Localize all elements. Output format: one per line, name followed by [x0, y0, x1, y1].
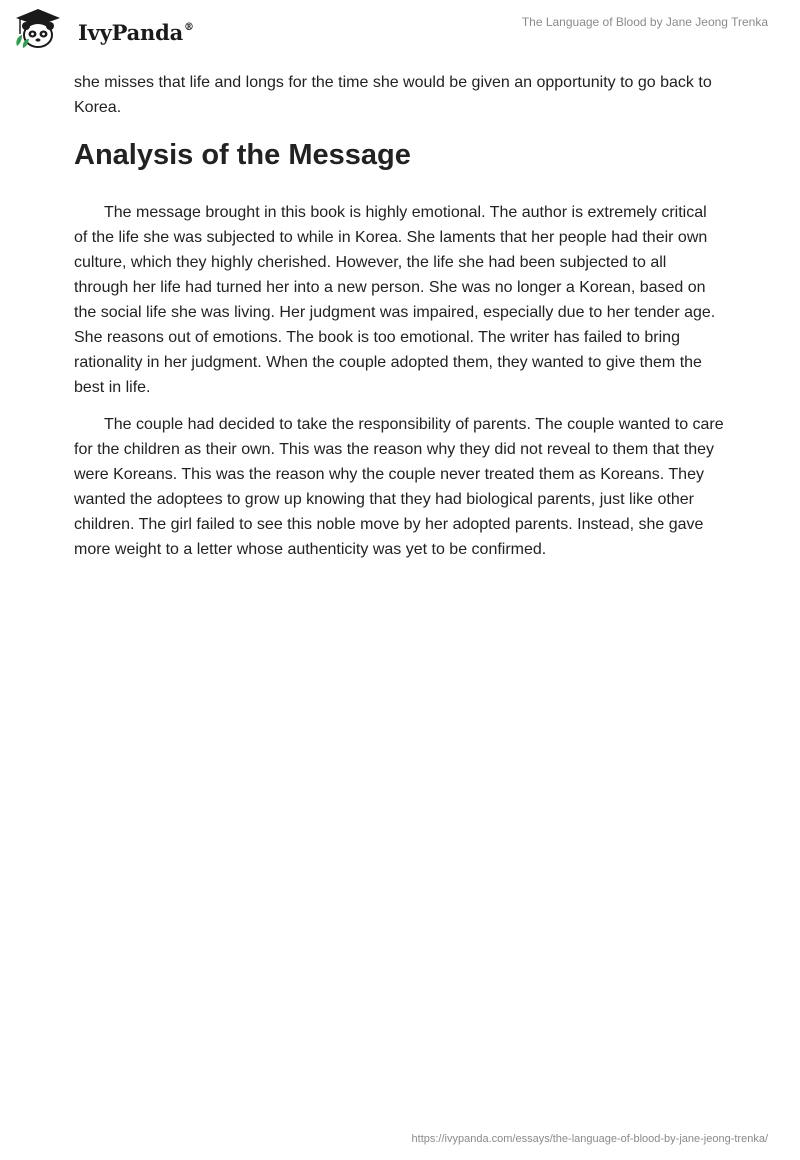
ivypanda-logo-icon[interactable]: [14, 8, 62, 50]
brand-name[interactable]: [78, 20, 194, 45]
section-heading: Analysis of the Message: [74, 139, 411, 171]
continuation-paragraph: she misses that life and longs for the time she would be given an opportunity to go back to Korea.: [74, 74, 712, 116]
body-paragraph-1: The message brought in this book is highly emotional. The author is extremely critical of the life she was subjected to while in Korea. She laments that her people had their own culture, which they highly cherished. However, the life she had been subjected to all through her life had turned her into a new person. She was no longer a Korean, based on the social life she was living. Her judgment was impaired, especially due to her tender age. She reasons out of emotions. The book is too emotional. The writer has failed to bring rationality in her judgment. When the couple adopted them, they wanted to give them the best in life.: [74, 204, 716, 396]
registered-mark: ®: [184, 22, 194, 33]
body-paragraph-2: The couple had decided to take the responsibility of parents. The couple wanted to care for the children as their own. This was the reason why they did not reveal to them that they were Koreans. This was the reason why the couple never treated them as Koreans. They wanted the adoptees to grow up knowing that they had biological parents, just like other children. The girl failed to see this noble move by her adopted parents. Instead, she gave more weight to a letter whose authenticity was yet to be confirmed.: [74, 416, 724, 558]
page-header: [0, 0, 800, 60]
essay-content: [74, 70, 724, 574]
source-url-link[interactable]: https://ivypanda.com/essays/the-language-of-blood-by-jane-jeong-trenka/: [411, 1133, 768, 1145]
document-title: The Language of Blood by Jane Jeong Trenka: [521, 15, 768, 29]
brand-text: IvyPanda: [78, 20, 184, 45]
